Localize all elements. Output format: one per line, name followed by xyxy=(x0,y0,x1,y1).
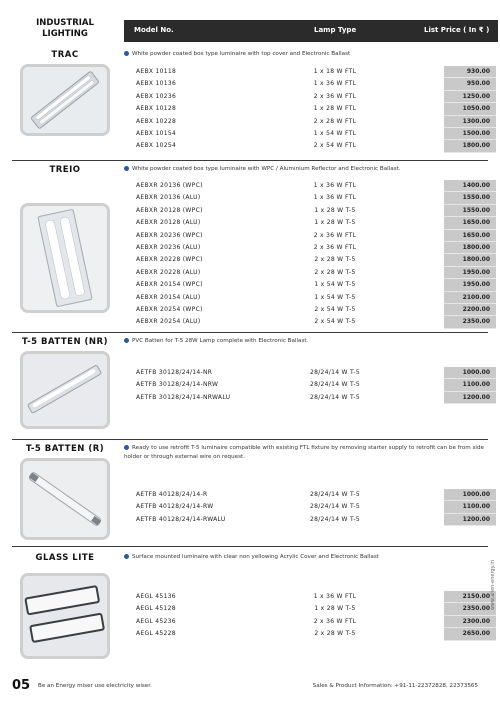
lamp-type: 1 x 28 W FTL xyxy=(313,105,357,113)
section-divider xyxy=(12,332,488,333)
list-price: 1400.00 xyxy=(444,180,496,192)
bullet-icon xyxy=(124,554,129,559)
section-description: Ready to use retrofit T-5 luminaire compatible with existing FTL fixture by removing starter supply to retrofit can be from side holder or through external wire on request. xyxy=(124,445,484,460)
lamp-type: 1 x 54 W T-5 xyxy=(314,293,356,301)
footer-contact: Sales & Product Information: +91-11-22372828, 22373565 xyxy=(312,683,478,689)
lamp-type: 28/24/14 W T-5 xyxy=(310,381,360,389)
table-row xyxy=(124,140,496,152)
product-image-treio xyxy=(20,203,110,313)
model-no: AEBXR 20228 (WPC) xyxy=(136,256,203,264)
lamp-type: 1 x 54 W FTL xyxy=(313,129,357,137)
model-no: AEBXR 20136 (ALU) xyxy=(136,194,201,202)
table-row xyxy=(124,267,496,279)
model-no: AEBXR 20128 (ALU) xyxy=(136,219,201,227)
table-row xyxy=(124,392,496,404)
column-lamp-type: Lamp Type xyxy=(314,26,357,34)
section-title: TREIO xyxy=(49,165,81,175)
table-row xyxy=(124,603,496,615)
section-divider xyxy=(12,546,488,547)
list-price: 2150.00 xyxy=(444,591,496,603)
lamp-type: 28/24/14 W T-5 xyxy=(310,491,360,498)
table-row xyxy=(124,242,496,254)
product-rows xyxy=(124,66,496,153)
model-no: AETFB 30128/24/14-NR xyxy=(136,369,213,376)
model-no: AEGL 45128 xyxy=(136,605,176,613)
lamp-type: 1 x 36 W FTL xyxy=(313,182,357,189)
model-no: AETFB 30128/24/14-NRW xyxy=(136,381,219,389)
model-no: AEBXR 20154 (WPC) xyxy=(136,281,203,289)
table-row xyxy=(124,254,496,266)
page-footer xyxy=(0,676,500,698)
table-row xyxy=(124,78,496,90)
section-divider xyxy=(12,439,488,440)
section-description: White powder coated box type luminaire with WPC / Aluminium Reflector and Electronic Ballast. xyxy=(124,165,496,174)
lamp-type: 2 x 28 W T-5 xyxy=(314,256,356,264)
list-price: 1550.00 xyxy=(444,192,496,204)
list-price: 2350.00 xyxy=(444,603,496,615)
model-no: AETFB 40128/24/14-RWALU xyxy=(136,515,226,523)
table-row xyxy=(124,205,496,217)
table-row xyxy=(124,501,496,513)
model-no: AETFB 30128/24/14-NRWALU xyxy=(136,393,231,401)
lamp-type: 1 x 28 W T-5 xyxy=(314,605,356,613)
lamp-type: 2 x 36 W FTL xyxy=(313,617,357,625)
lamp-type: 2 x 28 W T-5 xyxy=(314,630,356,638)
lamp-type: 28/24/14 W T-5 xyxy=(310,393,360,401)
model-no: AEBXR 20154 (ALU) xyxy=(136,293,201,301)
list-price: 1000.00 xyxy=(444,489,496,501)
table-row xyxy=(124,489,496,501)
model-no: AEGL 45136 xyxy=(136,593,176,600)
lamp-type: 1 x 18 W FTL xyxy=(313,68,357,75)
model-no: AEBX 10154 xyxy=(136,129,177,137)
lamp-type: 1 x 36 W FTL xyxy=(313,194,357,202)
section-title: GLASS LITE xyxy=(35,553,95,563)
lamp-type: 2 x 36 W FTL xyxy=(313,92,357,100)
column-model: Model No. xyxy=(134,26,174,34)
section-description: Surface mounted luminaire with clear non yellowing Acrylic Cover and Electronic Ballast xyxy=(124,553,496,562)
bullet-icon xyxy=(124,338,129,343)
category-title: INDUSTRIAL LIGHTING xyxy=(36,18,94,39)
model-no: AEBX 10236 xyxy=(136,92,177,100)
lamp-type: 1 x 28 W T-5 xyxy=(314,206,356,214)
table-row xyxy=(124,116,496,128)
list-price: 1050.00 xyxy=(444,103,496,115)
list-price: 1650.00 xyxy=(444,217,496,229)
table-row xyxy=(124,192,496,204)
list-price: 1950.00 xyxy=(444,279,496,291)
model-no: AETFB 40128/24/14-R xyxy=(136,491,208,498)
section-title: T-5 BATTEN (R) xyxy=(25,444,105,454)
lamp-type: 28/24/14 W T-5 xyxy=(310,503,360,511)
table-row xyxy=(124,217,496,229)
model-no: AETFB 40128/24/14-RW xyxy=(136,503,214,511)
section-title: T-5 BATTEN (NR) xyxy=(22,337,108,347)
lamp-type: 2 x 54 W FTL xyxy=(313,142,357,150)
list-price: 2650.00 xyxy=(444,628,496,640)
table-row xyxy=(124,304,496,316)
list-price: 1550.00 xyxy=(444,205,496,217)
product-image-glass-lite xyxy=(20,573,110,659)
list-price: 950.00 xyxy=(444,78,496,90)
lamp-type: 2 x 28 W FTL xyxy=(313,117,357,125)
list-price: 1200.00 xyxy=(444,392,496,404)
table-row xyxy=(124,591,496,603)
lamp-type: 1 x 36 W FTL xyxy=(313,80,357,88)
table-row xyxy=(124,316,496,328)
lamp-type: 2 x 54 W T-5 xyxy=(314,305,356,313)
section-description: White powder coated box type luminaire with top cover and Electronic Ballast xyxy=(124,50,496,59)
model-no: AEBX 10136 xyxy=(136,80,177,88)
section-divider xyxy=(12,160,488,161)
model-no: AEBX 10128 xyxy=(136,105,177,113)
model-no: AEBX 10228 xyxy=(136,117,177,125)
bullet-icon xyxy=(124,166,129,171)
list-price: 930.00 xyxy=(444,66,496,78)
product-rows xyxy=(124,489,496,526)
table-row xyxy=(124,367,496,379)
list-price: 1300.00 xyxy=(444,116,496,128)
table-row xyxy=(124,379,496,391)
model-no: AEBXR 20236 (ALU) xyxy=(136,243,201,251)
bullet-icon xyxy=(124,445,129,450)
table-row xyxy=(124,103,496,115)
model-no: AEBXR 20128 (WPC) xyxy=(136,206,203,214)
table-row xyxy=(124,514,496,526)
section-description: PVC Batten for T-5 28W Lamp complete with Electronic Ballast. xyxy=(124,337,496,346)
list-price: 1800.00 xyxy=(444,140,496,152)
table-row xyxy=(124,91,496,103)
list-price: 1500.00 xyxy=(444,128,496,140)
table-row xyxy=(124,279,496,291)
table-row xyxy=(124,128,496,140)
lamp-type: 2 x 54 W T-5 xyxy=(314,318,356,326)
section-title: TRAC xyxy=(51,50,79,60)
list-price: 2350.00 xyxy=(444,316,496,328)
list-price: 1250.00 xyxy=(444,91,496,103)
list-price: 1100.00 xyxy=(444,379,496,391)
lamp-type: 2 x 36 W FTL xyxy=(313,243,357,251)
product-rows xyxy=(124,367,496,404)
model-no: AEGL 45236 xyxy=(136,617,176,625)
lamp-type: 2 x 28 W T-5 xyxy=(314,268,356,276)
model-no: AEBXR 20228 (ALU) xyxy=(136,268,201,276)
lamp-type: 2 x 36 W FTL xyxy=(313,231,357,239)
lamp-type: 1 x 54 W T-5 xyxy=(314,281,356,289)
model-no: AEBXR 20254 (ALU) xyxy=(136,318,201,326)
product-image-trac xyxy=(20,64,110,136)
list-price: 1950.00 xyxy=(444,267,496,279)
table-row xyxy=(124,180,496,192)
side-url: www.alien-energy.in xyxy=(490,560,496,611)
model-no: AEBXR 20136 (WPC) xyxy=(136,182,203,189)
list-price: 2200.00 xyxy=(444,304,496,316)
page-number: 05 xyxy=(12,678,31,693)
model-no: AEBXR 20254 (WPC) xyxy=(136,305,203,313)
product-image-t5-batten-nr xyxy=(20,351,110,429)
list-price: 1800.00 xyxy=(444,254,496,266)
list-price: 2300.00 xyxy=(444,616,496,628)
list-price: 1000.00 xyxy=(444,367,496,379)
product-rows xyxy=(124,591,496,641)
lamp-type: 1 x 28 W T-5 xyxy=(314,219,356,227)
table-header xyxy=(12,18,488,46)
product-image-t5-batten-r xyxy=(20,458,110,540)
table-row xyxy=(124,230,496,242)
footer-slogan: Be an Energy miser use electricity wiser. xyxy=(38,683,152,689)
lamp-type: 28/24/14 W T-5 xyxy=(310,515,360,523)
table-row xyxy=(124,628,496,640)
list-price: 1200.00 xyxy=(444,514,496,526)
model-no: AEBX 10254 xyxy=(136,142,177,150)
lamp-type: 1 x 36 W FTL xyxy=(313,593,357,600)
list-price: 1100.00 xyxy=(444,501,496,513)
list-price: 1800.00 xyxy=(444,242,496,254)
column-list-price: List Price ( In ₹ ) xyxy=(424,26,490,34)
lamp-type: 28/24/14 W T-5 xyxy=(310,369,360,376)
table-row xyxy=(124,292,496,304)
model-no: AEBX 10118 xyxy=(136,68,177,75)
product-rows xyxy=(124,180,496,329)
column-header-bar xyxy=(124,20,498,42)
table-row xyxy=(124,616,496,628)
bullet-icon xyxy=(124,51,129,56)
list-price: 1650.00 xyxy=(444,230,496,242)
table-row xyxy=(124,66,496,78)
model-no: AEBXR 20236 (WPC) xyxy=(136,231,203,239)
model-no: AEGL 45228 xyxy=(136,630,176,638)
list-price: 2100.00 xyxy=(444,292,496,304)
